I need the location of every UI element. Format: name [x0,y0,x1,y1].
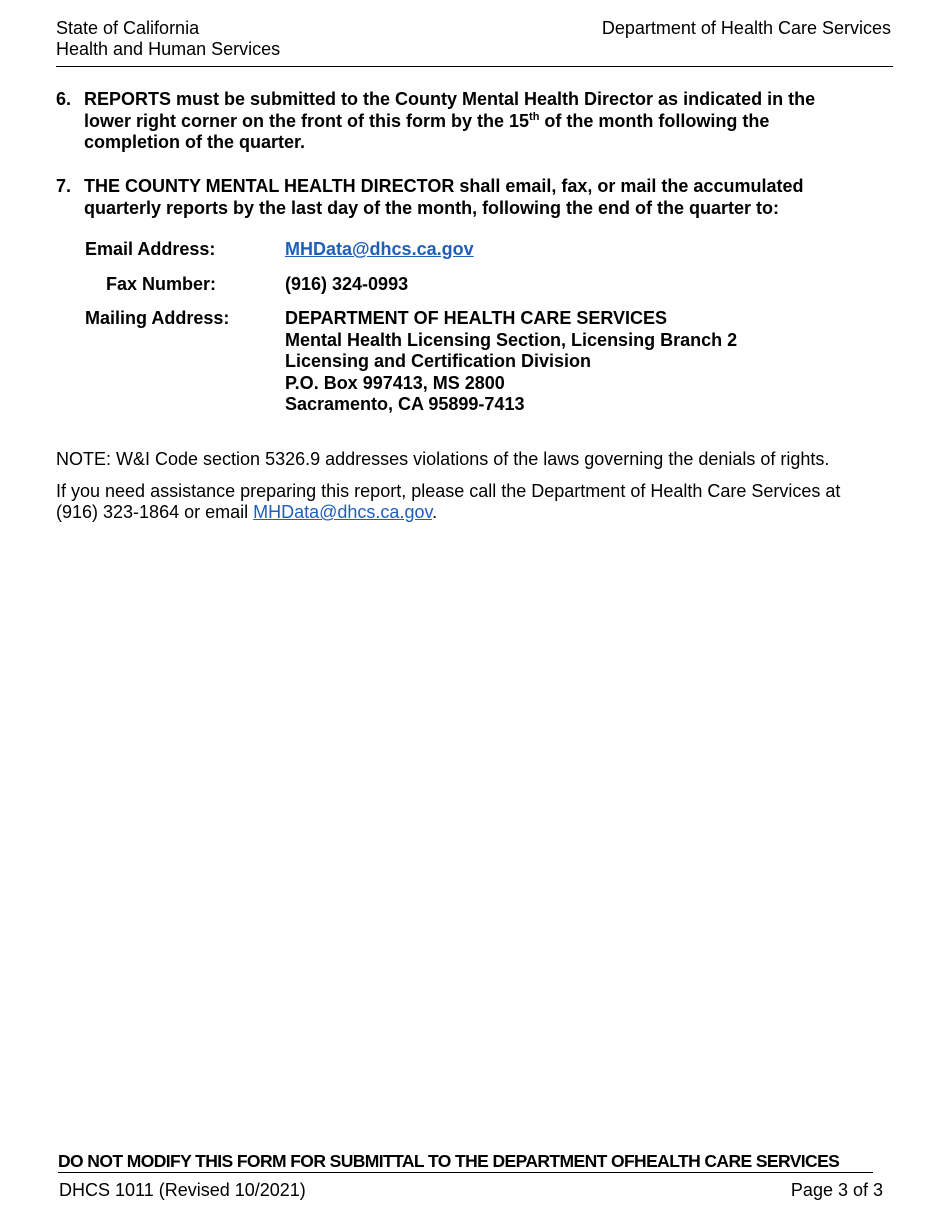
instruction-text [84,89,856,154]
instruction-item-7 [56,176,856,219]
assistance-email-link[interactable]: MHData@dhcs.ca.gov [253,502,433,522]
header-agency: Health and Human Services [56,39,281,59]
mailing-address [285,308,737,416]
footer-form-id: DHCS 1011 (Revised 10/2021) [59,1180,306,1200]
header-left [56,18,280,60]
mailing-line-5: Sacramento, CA 95899-7413 [285,394,525,414]
mailing-line-2: Mental Health Licensing Section, Licensing Branch 2 [285,329,738,350]
instruction-text-part1: REPORTS must be submitted to the County Mental Health Director as indicated in the lower right corner on the front of this form by the 15 [84,89,816,131]
item-number: 7. [56,176,72,196]
fax-value: (916) 324-0993 [285,274,409,294]
instruction-text-part2: of the month following the completion of the quarter. [84,110,770,152]
instruction-item-6 [56,89,856,154]
assistance-paragraph [56,481,866,523]
mailing-line-1: DEPARTMENT OF HEALTH CARE SERVICES [285,308,668,328]
ordinal-superscript: th [529,110,540,123]
mailing-line-4: P.O. Box 997413, MS 2800 [285,372,505,393]
mailing-label: Mailing Address: [85,308,230,328]
page-header [56,18,893,67]
note-text: NOTE: W&I Code section 5326.9 addresses violations of the laws governing the denials of rights. [56,449,830,469]
assistance-text: If you need assistance preparing this report, please call the Department of Health Care Services at (916) 323-1864 or email [56,481,841,522]
footer-warning: DO NOT MODIFY THIS FORM FOR SUBMITTAL TO THE DEPARTMENT OFHEALTH CARE SERVICES [58,1151,873,1173]
email-link[interactable]: MHData@dhcs.ca.gov [285,239,474,259]
fax-label: Fax Number: [106,274,217,294]
header-department: Department of Health Care Services [601,18,891,38]
email-label: Email Address: [85,239,216,259]
header-state: State of California [56,18,200,38]
item-number: 6. [56,89,72,109]
footer-page-number: Page 3 of 3 [790,1180,883,1200]
mailing-line-3: Licensing and Certification Division [285,351,592,371]
instruction-text: THE COUNTY MENTAL HEALTH DIRECTOR shall email, fax, or mail the accumulated quarterly reports by the last day of the month, following the end of the quarter to: [84,176,804,218]
assistance-period: . [432,502,438,522]
